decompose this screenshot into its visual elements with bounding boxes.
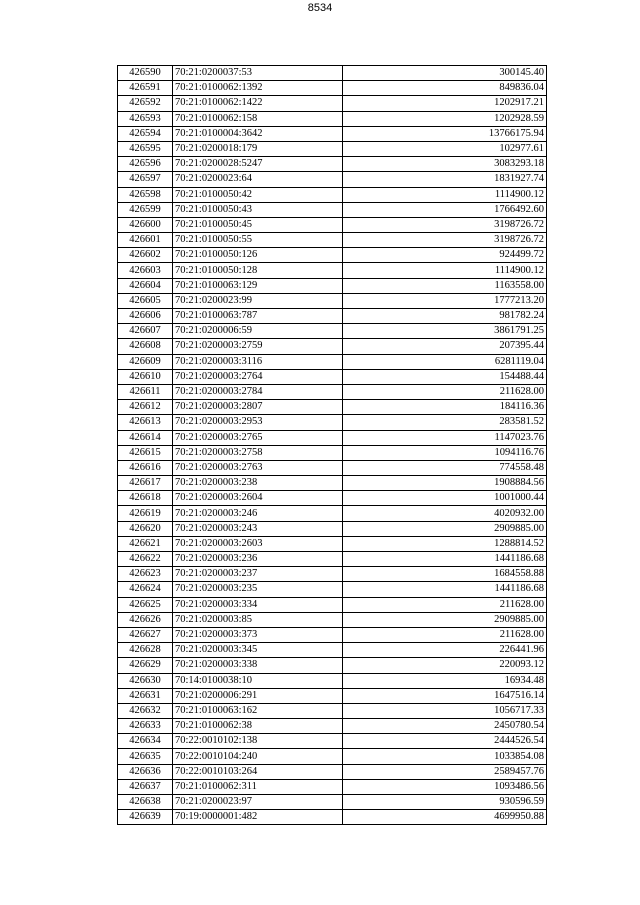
row-number-cell: 426623 bbox=[118, 567, 173, 582]
table-row bbox=[118, 506, 547, 521]
cadastral-value-cell: 211628.00 bbox=[343, 627, 547, 642]
table-row bbox=[118, 126, 547, 141]
cadastral-value-cell: 924499.72 bbox=[343, 248, 547, 263]
cadastral-value-cell: 774558.48 bbox=[343, 460, 547, 475]
row-number-cell: 426616 bbox=[118, 460, 173, 475]
table-row bbox=[118, 779, 547, 794]
cadastral-number-cell: 70:21:0200023:99 bbox=[173, 293, 343, 308]
cadastral-number-cell: 70:21:0100062:158 bbox=[173, 111, 343, 126]
table-body bbox=[118, 66, 547, 825]
cadastral-value-cell: 1831927.74 bbox=[343, 172, 547, 187]
cadastral-value-cell: 2444526.54 bbox=[343, 734, 547, 749]
table-row bbox=[118, 111, 547, 126]
cadastral-value-cell: 1114900.12 bbox=[343, 263, 547, 278]
cadastral-number-cell: 70:21:0200006:291 bbox=[173, 688, 343, 703]
row-number-cell: 426617 bbox=[118, 476, 173, 491]
cadastral-number-cell: 70:21:0200006:59 bbox=[173, 324, 343, 339]
cadastral-number-cell: 70:21:0100050:45 bbox=[173, 217, 343, 232]
row-number-cell: 426615 bbox=[118, 445, 173, 460]
cadastral-value-cell: 849836.04 bbox=[343, 81, 547, 96]
row-number-cell: 426633 bbox=[118, 719, 173, 734]
table-row bbox=[118, 612, 547, 627]
table-row bbox=[118, 688, 547, 703]
cadastral-value-cell: 1093486.56 bbox=[343, 779, 547, 794]
cadastral-value-cell: 4699950.88 bbox=[343, 810, 547, 825]
cadastral-number-cell: 70:21:0200003:237 bbox=[173, 567, 343, 582]
table-row bbox=[118, 293, 547, 308]
table-row bbox=[118, 521, 547, 536]
cadastral-value-cell: 1163558.00 bbox=[343, 278, 547, 293]
cadastral-number-cell: 70:21:0100050:43 bbox=[173, 202, 343, 217]
cadastral-number-cell: 70:21:0100062:1392 bbox=[173, 81, 343, 96]
row-number-cell: 426596 bbox=[118, 157, 173, 172]
row-number-cell: 426595 bbox=[118, 141, 173, 156]
cadastral-number-cell: 70:21:0200003:2603 bbox=[173, 536, 343, 551]
row-number-cell: 426607 bbox=[118, 324, 173, 339]
row-number-cell: 426594 bbox=[118, 126, 173, 141]
cadastral-value-cell: 1114900.12 bbox=[343, 187, 547, 202]
cadastral-value-cell: 300145.40 bbox=[343, 66, 547, 81]
cadastral-value-cell: 1288814.52 bbox=[343, 536, 547, 551]
cadastral-value-cell: 2589457.76 bbox=[343, 764, 547, 779]
cadastral-value-cell: 1033854.08 bbox=[343, 749, 547, 764]
cadastral-value-cell: 1647516.14 bbox=[343, 688, 547, 703]
cadastral-value-cell: 930596.59 bbox=[343, 795, 547, 810]
cadastral-value-cell: 1441186.68 bbox=[343, 552, 547, 567]
row-number-cell: 426611 bbox=[118, 384, 173, 399]
table-row bbox=[118, 643, 547, 658]
table-row bbox=[118, 582, 547, 597]
table-row bbox=[118, 172, 547, 187]
cadastral-number-cell: 70:21:0200003:3116 bbox=[173, 354, 343, 369]
table-row bbox=[118, 263, 547, 278]
row-number-cell: 426608 bbox=[118, 339, 173, 354]
cadastral-number-cell: 70:22:0010104:240 bbox=[173, 749, 343, 764]
cadastral-value-cell: 1441186.68 bbox=[343, 582, 547, 597]
table-row bbox=[118, 658, 547, 673]
row-number-cell: 426599 bbox=[118, 202, 173, 217]
cadastral-number-cell: 70:21:0200003:2765 bbox=[173, 430, 343, 445]
row-number-cell: 426614 bbox=[118, 430, 173, 445]
page-number: 8534 bbox=[307, 2, 333, 14]
row-number-cell: 426627 bbox=[118, 627, 173, 642]
cadastral-value-cell: 2909885.00 bbox=[343, 612, 547, 627]
row-number-cell: 426598 bbox=[118, 187, 173, 202]
cadastral-value-cell: 1202917.21 bbox=[343, 96, 547, 111]
cadastral-number-cell: 70:21:0200003:345 bbox=[173, 643, 343, 658]
cadastral-value-cell: 211628.00 bbox=[343, 384, 547, 399]
row-number-cell: 426597 bbox=[118, 172, 173, 187]
row-number-cell: 426622 bbox=[118, 552, 173, 567]
cadastral-value-table bbox=[117, 65, 547, 825]
row-number-cell: 426634 bbox=[118, 734, 173, 749]
cadastral-value-cell: 4020932.00 bbox=[343, 506, 547, 521]
cadastral-value-cell: 2909885.00 bbox=[343, 521, 547, 536]
row-number-cell: 426600 bbox=[118, 217, 173, 232]
cadastral-number-cell: 70:19:0000001:482 bbox=[173, 810, 343, 825]
table-row bbox=[118, 339, 547, 354]
cadastral-number-cell: 70:21:0100050:55 bbox=[173, 233, 343, 248]
cadastral-number-cell: 70:21:0200003:2953 bbox=[173, 415, 343, 430]
table-row bbox=[118, 719, 547, 734]
cadastral-number-cell: 70:21:0200003:235 bbox=[173, 582, 343, 597]
table-row bbox=[118, 415, 547, 430]
table-row bbox=[118, 749, 547, 764]
table-row bbox=[118, 66, 547, 81]
cadastral-value-cell: 3198726.72 bbox=[343, 217, 547, 232]
cadastral-value-cell: 211628.00 bbox=[343, 597, 547, 612]
cadastral-number-cell: 70:22:0010102:138 bbox=[173, 734, 343, 749]
table-row bbox=[118, 460, 547, 475]
row-number-cell: 426606 bbox=[118, 309, 173, 324]
cadastral-number-cell: 70:21:0200023:64 bbox=[173, 172, 343, 187]
table-row bbox=[118, 476, 547, 491]
cadastral-value-cell: 1056717.33 bbox=[343, 703, 547, 718]
table-row bbox=[118, 703, 547, 718]
cadastral-number-cell: 70:21:0200003:85 bbox=[173, 612, 343, 627]
cadastral-value-cell: 102977.61 bbox=[343, 141, 547, 156]
cadastral-value-cell: 1684558.88 bbox=[343, 567, 547, 582]
cadastral-number-cell: 70:21:0200003:246 bbox=[173, 506, 343, 521]
cadastral-value-cell: 184116.36 bbox=[343, 400, 547, 415]
row-number-cell: 426626 bbox=[118, 612, 173, 627]
table-row bbox=[118, 567, 547, 582]
table-row bbox=[118, 491, 547, 506]
row-number-cell: 426603 bbox=[118, 263, 173, 278]
table-row bbox=[118, 202, 547, 217]
row-number-cell: 426609 bbox=[118, 354, 173, 369]
row-number-cell: 426590 bbox=[118, 66, 173, 81]
table-row bbox=[118, 217, 547, 232]
row-number-cell: 426621 bbox=[118, 536, 173, 551]
table-row bbox=[118, 795, 547, 810]
cadastral-value-cell: 226441.96 bbox=[343, 643, 547, 658]
cadastral-value-cell: 1908884.56 bbox=[343, 476, 547, 491]
cadastral-number-cell: 70:21:0200023:97 bbox=[173, 795, 343, 810]
table-row bbox=[118, 233, 547, 248]
cadastral-value-cell: 220093.12 bbox=[343, 658, 547, 673]
cadastral-value-cell: 1147023.76 bbox=[343, 430, 547, 445]
cadastral-number-cell: 70:21:0200003:2604 bbox=[173, 491, 343, 506]
row-number-cell: 426605 bbox=[118, 293, 173, 308]
cadastral-number-cell: 70:21:0200003:373 bbox=[173, 627, 343, 642]
table-row bbox=[118, 400, 547, 415]
cadastral-number-cell: 70:21:0100063:129 bbox=[173, 278, 343, 293]
table-row bbox=[118, 248, 547, 263]
row-number-cell: 426618 bbox=[118, 491, 173, 506]
cadastral-number-cell: 70:21:0200018:179 bbox=[173, 141, 343, 156]
table-row bbox=[118, 278, 547, 293]
table-row bbox=[118, 96, 547, 111]
cadastral-number-cell: 70:21:0100050:126 bbox=[173, 248, 343, 263]
cadastral-number-cell: 70:21:0100063:787 bbox=[173, 309, 343, 324]
cadastral-value-cell: 981782.24 bbox=[343, 309, 547, 324]
table-row bbox=[118, 430, 547, 445]
table-row bbox=[118, 324, 547, 339]
table-row bbox=[118, 536, 547, 551]
cadastral-number-cell: 70:21:0200003:334 bbox=[173, 597, 343, 612]
row-number-cell: 426636 bbox=[118, 764, 173, 779]
row-number-cell: 426632 bbox=[118, 703, 173, 718]
table-row bbox=[118, 764, 547, 779]
table-row bbox=[118, 627, 547, 642]
cadastral-number-cell: 70:21:0200003:236 bbox=[173, 552, 343, 567]
cadastral-value-cell: 283581.52 bbox=[343, 415, 547, 430]
table-row bbox=[118, 734, 547, 749]
cadastral-value-cell: 13766175.94 bbox=[343, 126, 547, 141]
cadastral-number-cell: 70:21:0100062:1422 bbox=[173, 96, 343, 111]
row-number-cell: 426635 bbox=[118, 749, 173, 764]
table-row bbox=[118, 369, 547, 384]
table-row bbox=[118, 384, 547, 399]
cadastral-value-cell: 1001000.44 bbox=[343, 491, 547, 506]
cadastral-number-cell: 70:21:0100062:38 bbox=[173, 719, 343, 734]
cadastral-number-cell: 70:21:0200003:2758 bbox=[173, 445, 343, 460]
cadastral-value-cell: 1766492.60 bbox=[343, 202, 547, 217]
cadastral-number-cell: 70:21:0200003:238 bbox=[173, 476, 343, 491]
row-number-cell: 426593 bbox=[118, 111, 173, 126]
cadastral-value-cell: 154488.44 bbox=[343, 369, 547, 384]
cadastral-number-cell: 70:21:0200003:2759 bbox=[173, 339, 343, 354]
row-number-cell: 426628 bbox=[118, 643, 173, 658]
row-number-cell: 426612 bbox=[118, 400, 173, 415]
table-row bbox=[118, 552, 547, 567]
cadastral-number-cell: 70:21:0100050:42 bbox=[173, 187, 343, 202]
table-row bbox=[118, 354, 547, 369]
table-row bbox=[118, 157, 547, 172]
row-number-cell: 426602 bbox=[118, 248, 173, 263]
table-row bbox=[118, 141, 547, 156]
row-number-cell: 426619 bbox=[118, 506, 173, 521]
table-row bbox=[118, 597, 547, 612]
row-number-cell: 426637 bbox=[118, 779, 173, 794]
cadastral-value-cell: 3083293.18 bbox=[343, 157, 547, 172]
table-row bbox=[118, 187, 547, 202]
row-number-cell: 426624 bbox=[118, 582, 173, 597]
row-number-cell: 426629 bbox=[118, 658, 173, 673]
row-number-cell: 426630 bbox=[118, 673, 173, 688]
cadastral-value-cell: 6281119.04 bbox=[343, 354, 547, 369]
cadastral-number-cell: 70:21:0200028:5247 bbox=[173, 157, 343, 172]
row-number-cell: 426620 bbox=[118, 521, 173, 536]
cadastral-value-cell: 3198726.72 bbox=[343, 233, 547, 248]
row-number-cell: 426638 bbox=[118, 795, 173, 810]
row-number-cell: 426625 bbox=[118, 597, 173, 612]
cadastral-number-cell: 70:21:0200003:2807 bbox=[173, 400, 343, 415]
row-number-cell: 426631 bbox=[118, 688, 173, 703]
table-row bbox=[118, 309, 547, 324]
cadastral-value-cell: 207395.44 bbox=[343, 339, 547, 354]
table-row bbox=[118, 673, 547, 688]
cadastral-value-cell: 2450780.54 bbox=[343, 719, 547, 734]
row-number-cell: 426592 bbox=[118, 96, 173, 111]
cadastral-value-cell: 1777213.20 bbox=[343, 293, 547, 308]
cadastral-number-cell: 70:21:0200003:2764 bbox=[173, 369, 343, 384]
cadastral-number-cell: 70:21:0100063:162 bbox=[173, 703, 343, 718]
row-number-cell: 426610 bbox=[118, 369, 173, 384]
table-row bbox=[118, 810, 547, 825]
cadastral-number-cell: 70:21:0100004:3642 bbox=[173, 126, 343, 141]
cadastral-number-cell: 70:14:0100038:10 bbox=[173, 673, 343, 688]
row-number-cell: 426601 bbox=[118, 233, 173, 248]
cadastral-number-cell: 70:21:0200003:243 bbox=[173, 521, 343, 536]
row-number-cell: 426613 bbox=[118, 415, 173, 430]
cadastral-number-cell: 70:22:0010103:264 bbox=[173, 764, 343, 779]
cadastral-number-cell: 70:21:0200003:338 bbox=[173, 658, 343, 673]
row-number-cell: 426591 bbox=[118, 81, 173, 96]
cadastral-value-cell: 1094116.76 bbox=[343, 445, 547, 460]
row-number-cell: 426604 bbox=[118, 278, 173, 293]
cadastral-number-cell: 70:21:0100062:311 bbox=[173, 779, 343, 794]
cadastral-number-cell: 70:21:0200003:2763 bbox=[173, 460, 343, 475]
cadastral-number-cell: 70:21:0200003:2784 bbox=[173, 384, 343, 399]
cadastral-number-cell: 70:21:0200037:53 bbox=[173, 66, 343, 81]
table-row bbox=[118, 445, 547, 460]
cadastral-value-cell: 1202928.59 bbox=[343, 111, 547, 126]
cadastral-value-cell: 16934.48 bbox=[343, 673, 547, 688]
cadastral-number-cell: 70:21:0100050:128 bbox=[173, 263, 343, 278]
cadastral-value-cell: 3861791.25 bbox=[343, 324, 547, 339]
row-number-cell: 426639 bbox=[118, 810, 173, 825]
table-row bbox=[118, 81, 547, 96]
